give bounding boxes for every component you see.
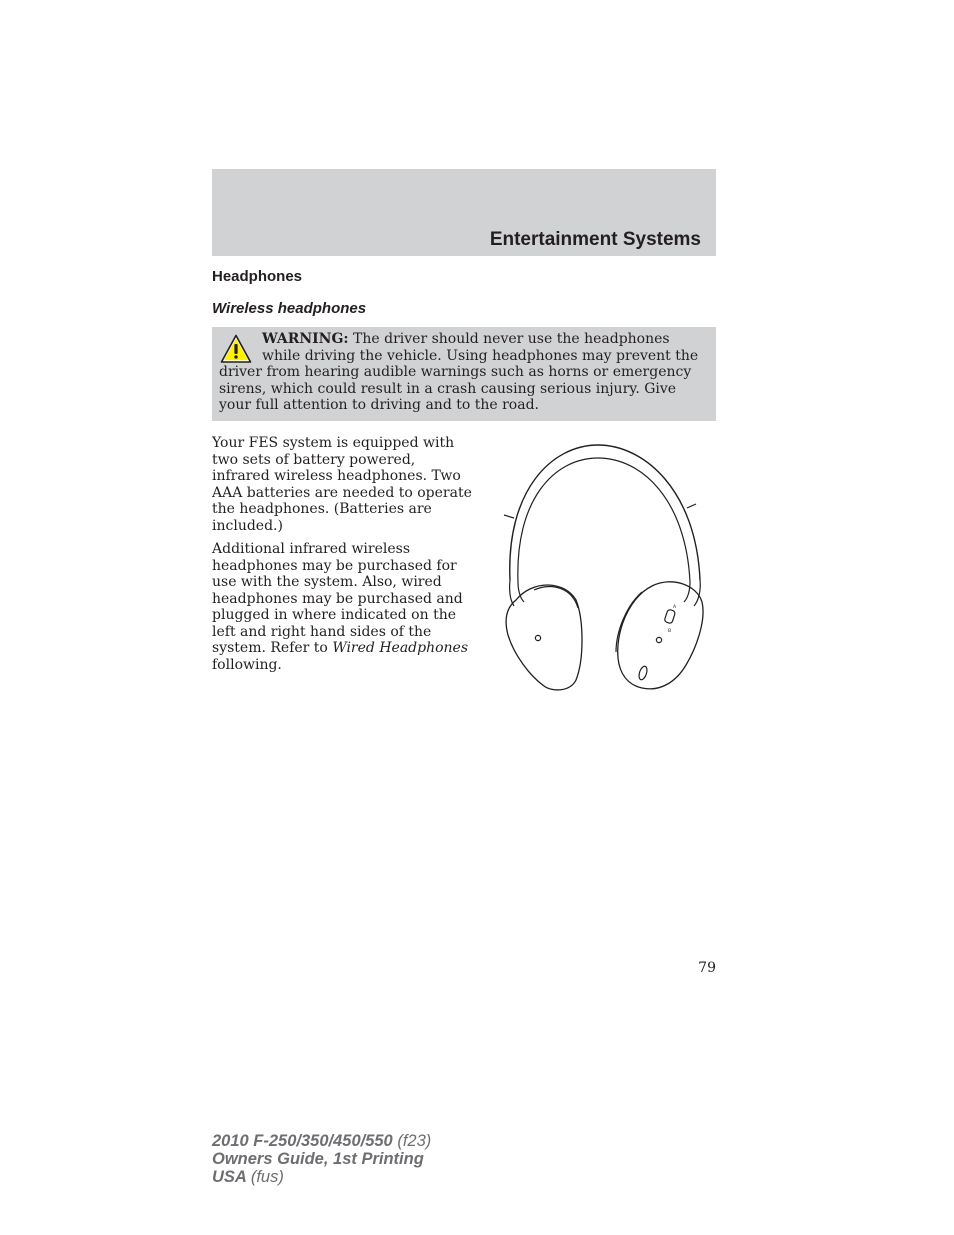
chapter-header-band bbox=[212, 169, 716, 256]
footer-line-1 bbox=[212, 1132, 431, 1150]
headphones-illustration-icon bbox=[492, 440, 708, 698]
footer-line-3 bbox=[212, 1168, 431, 1186]
footer bbox=[212, 1132, 431, 1186]
cross-reference-wired-headphones: Wired Headphones bbox=[332, 640, 469, 656]
chapter-title: Entertainment Systems bbox=[489, 229, 701, 250]
footer-model-code: (f23) bbox=[397, 1132, 432, 1150]
paragraph-additional-headphones bbox=[212, 541, 474, 673]
subsection-title: Wireless headphones bbox=[212, 300, 367, 317]
section-title: Headphones bbox=[212, 268, 303, 285]
footer-market: USA bbox=[212, 1168, 247, 1186]
headphone-button-label-b: B bbox=[668, 629, 672, 634]
warning-box bbox=[212, 327, 716, 421]
footer-model: 2010 F-250/350/450/550 bbox=[212, 1132, 393, 1150]
paragraph-text: Additional infrared wireless headphones may be purchased for use with the system. Also, wired headphones may be purchased and plugged in where indicated on the left and right hand sides of the system. Refer to bbox=[212, 541, 463, 656]
warning-label: WARNING: bbox=[262, 331, 349, 347]
footer-line-2: Owners Guide, 1st Printing bbox=[212, 1150, 424, 1168]
headphone-button-label-a: A bbox=[673, 605, 677, 610]
warning-text: The driver should never use the headphones while driving the vehicle. Using headphones may prevent the driver from hearing audible warnings such as horns or emergency sirens, which could result in a crash causing serious injury. Give your full attention to driving and to the road. bbox=[219, 331, 699, 413]
page-number: 79 bbox=[698, 960, 716, 976]
paragraph-batteries: Your FES system is equipped with two sets of battery powered, infrared wireless headphones. Two AAA batteries are needed to operate the headphones. (Batteries are included.) bbox=[212, 435, 472, 534]
footer-market-code: (fus) bbox=[250, 1168, 284, 1186]
warning-triangle-icon bbox=[220, 334, 252, 364]
body-text bbox=[212, 435, 474, 680]
paragraph-text-end: following. bbox=[212, 656, 282, 673]
